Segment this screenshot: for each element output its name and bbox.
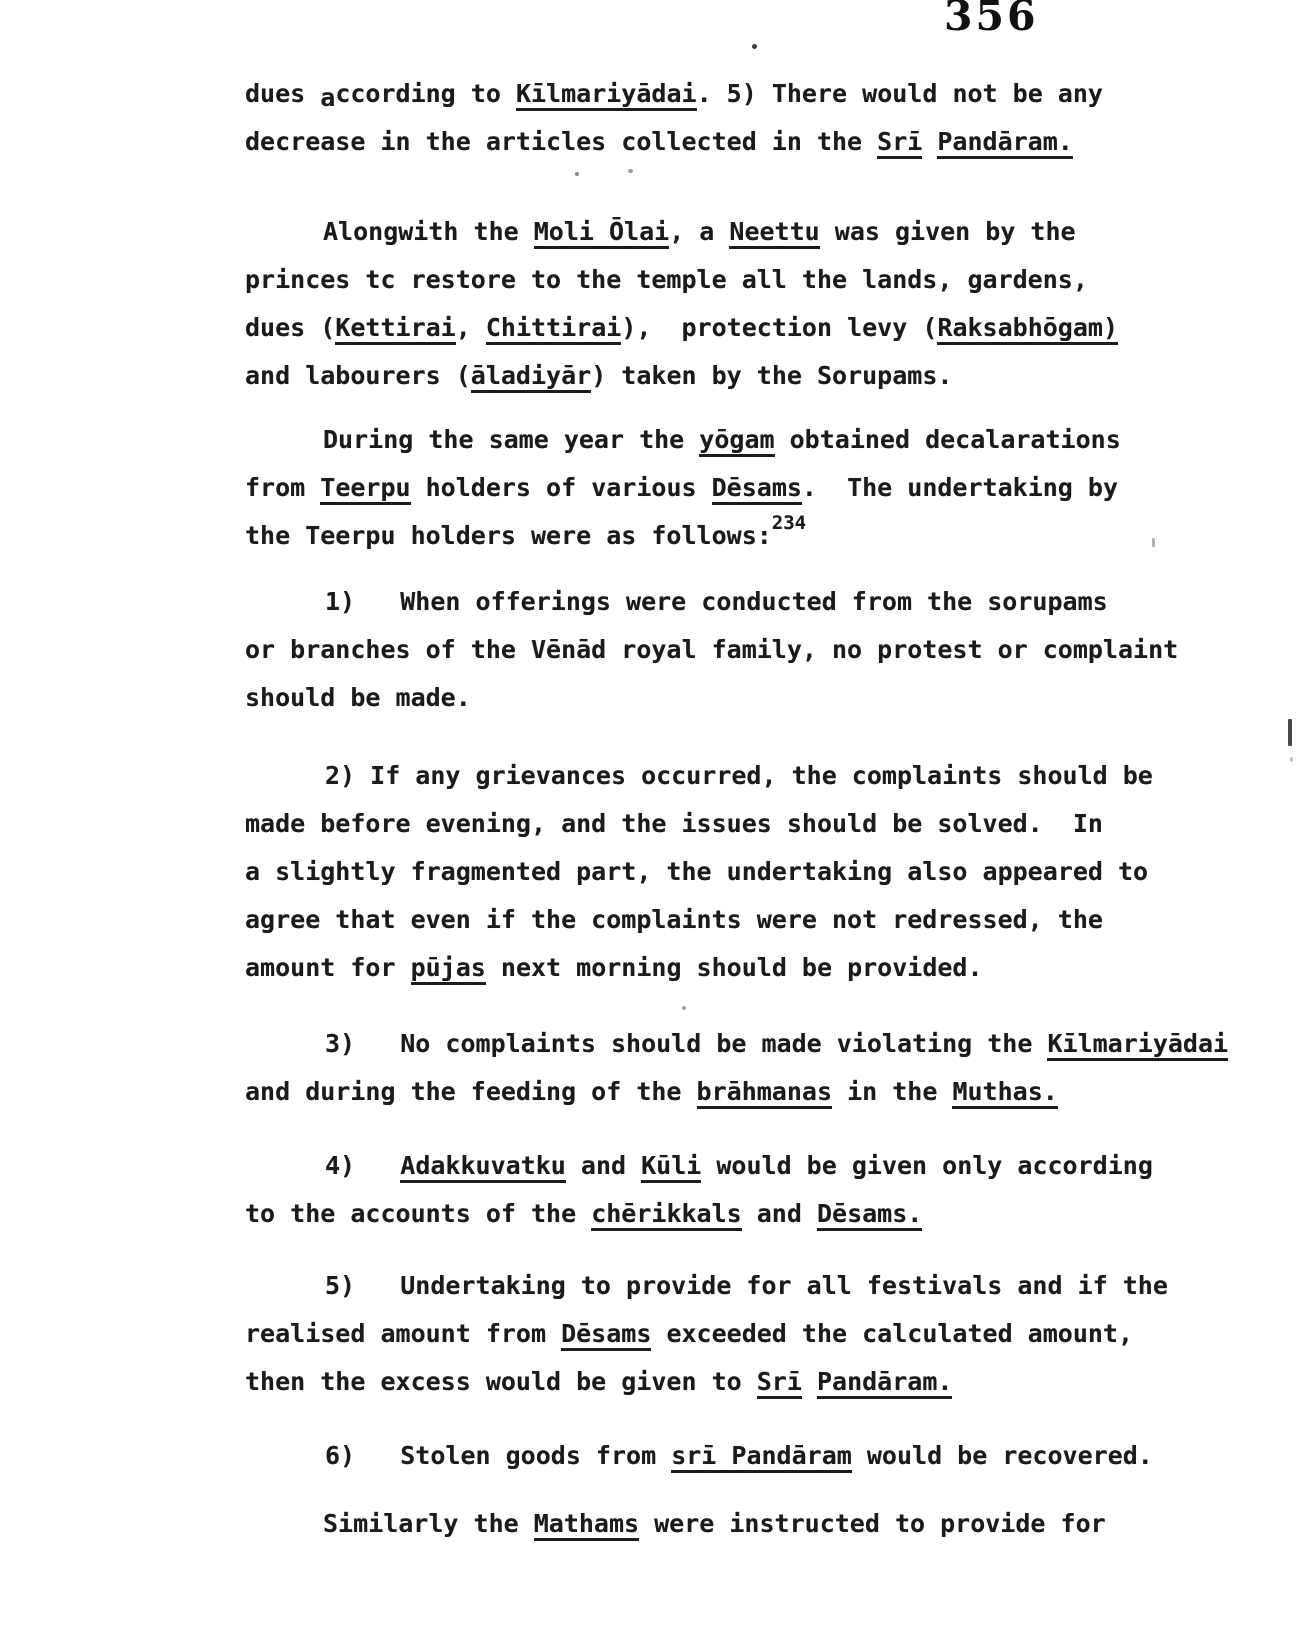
text-run: would be given only according [701, 1151, 1153, 1180]
text-run: During the same year the [323, 425, 700, 454]
underlined-term: Dēsams. [817, 1199, 922, 1231]
paragraph [245, 208, 1228, 400]
text-line [245, 1262, 1228, 1310]
underlined-term: Chittirai [486, 313, 621, 345]
text-line [245, 1068, 1228, 1116]
underlined-term: Adakkuvatku [400, 1151, 566, 1183]
underlined-term: Dēsams [561, 1319, 651, 1351]
text-run: agree that even if the complaints were not redressed, the [245, 905, 1103, 934]
text-run: would be recovered. [851, 1441, 1153, 1470]
text-line [245, 464, 1228, 512]
text-line [245, 848, 1228, 896]
scan-speck-artifact [628, 169, 633, 173]
text-run: 5) Undertaking to provide for all festivals and if the [325, 1271, 1168, 1300]
text-line: the Teerpu holders were as follows:234 [245, 512, 807, 550]
text-line [245, 944, 1228, 992]
text-run: . 5) There would not be any [696, 79, 1103, 108]
scan-speck-artifact [575, 172, 579, 176]
text-run: ccording to [335, 79, 516, 108]
scan-tick-artifact [1288, 719, 1292, 746]
scan-speck-artifact [752, 44, 757, 49]
text-run: . The undertaking by [801, 473, 1118, 502]
text-run: and [741, 1199, 817, 1228]
text-run: realised amount from [245, 1319, 562, 1348]
text-run: princes tc restore to the temple all the lands, gardens, [245, 265, 1088, 294]
text-run: a slightly fragmented part, the undertaking also appeared to [245, 857, 1149, 886]
text-run: 1) When offerings were conducted from the sorupams [325, 587, 1108, 616]
text-line [245, 1020, 1228, 1068]
text-line [245, 800, 1228, 848]
underlined-term: Kūli [641, 1151, 701, 1183]
text-line [245, 1432, 1228, 1480]
text-run: dues ( [245, 313, 336, 342]
text-run: decrease in the articles collected in the [245, 127, 878, 156]
text-line [245, 578, 1228, 626]
underlined-term: Pandāram. [937, 127, 1072, 159]
text-run: and labourers ( [245, 361, 471, 390]
paragraph [245, 416, 1228, 560]
text-run: 2) If any grievances occurred, the complaints should be [325, 761, 1153, 790]
text-run: 6) Stolen goods from [325, 1441, 672, 1470]
text-run: Similarly the [323, 1509, 534, 1538]
text-run: ), protection levy ( [621, 313, 938, 342]
scan-tick-artifact [1152, 538, 1155, 547]
text-run: 3) No complaints should be made violating the [325, 1029, 1048, 1058]
text-run: , a [669, 217, 730, 246]
text-run: should be made. [245, 683, 471, 712]
paragraph [245, 1020, 1228, 1116]
text-run: a [320, 83, 336, 112]
text-run: the Teerpu holders were as follows: [245, 521, 772, 550]
text-line [245, 304, 1228, 352]
text-line [245, 208, 1228, 256]
underlined-term: Mathams [534, 1509, 639, 1541]
text-run: from [245, 473, 321, 502]
text-line [245, 1190, 1228, 1238]
scan-speck-artifact [682, 1006, 686, 1010]
text-line [245, 1310, 1228, 1358]
text-run [922, 127, 937, 156]
text-line [245, 256, 1228, 304]
text-run: next morning should be provided. [485, 953, 983, 982]
text-run: was given by the [819, 217, 1076, 246]
paragraph [245, 752, 1228, 992]
text-line [245, 896, 1228, 944]
document-body [245, 70, 1228, 1548]
text-run: made before evening, and the issues should be solved. In [245, 809, 1103, 838]
text-run: obtained decalarations [774, 425, 1121, 454]
text-run: and during the feeding of the [245, 1077, 697, 1106]
underlined-term: brāhmanas [697, 1077, 832, 1109]
underlined-term: Neettu [729, 217, 819, 249]
scan-speck-artifact [1290, 757, 1293, 762]
paragraph [245, 70, 1228, 166]
underlined-term: Srī [877, 127, 922, 159]
text-line [245, 1358, 1228, 1406]
text-line [245, 626, 1228, 674]
text-line [245, 1500, 1228, 1548]
underlined-term: yōgam [699, 425, 774, 457]
text-line [245, 118, 1228, 166]
text-run: dues [245, 79, 321, 108]
text-line [245, 352, 1228, 400]
paragraph [245, 1432, 1228, 1480]
text-run: then the excess would be given to [245, 1367, 757, 1396]
text-run: ) taken by the Sorupams. [591, 361, 953, 390]
text-run: Alongwith the [323, 217, 534, 246]
page-number: 356 [944, 0, 1039, 40]
underlined-term: Srī [757, 1367, 802, 1399]
paragraph [245, 578, 1228, 722]
underlined-term: srī Pandāram [671, 1441, 852, 1473]
underlined-term: Pandāram. [817, 1367, 952, 1399]
text-run: amount for [245, 953, 411, 982]
underlined-term: Kīlmariyādai [1047, 1029, 1228, 1061]
text-run: , [455, 313, 486, 342]
text-line [245, 70, 1228, 118]
underlined-term: āladiyār [471, 361, 591, 393]
underlined-term: Kettirai [335, 313, 455, 345]
text-line [245, 674, 1228, 722]
text-line [245, 416, 1228, 464]
paragraph [245, 1262, 1228, 1406]
text-run: or branches of the Vēnād royal family, no protest or complaint [245, 635, 1179, 664]
text-run: holders of various [410, 473, 712, 502]
text-run: and [565, 1151, 642, 1180]
paragraph [245, 1142, 1228, 1238]
underlined-term: chērikkals [591, 1199, 742, 1231]
text-run: exceeded the calculated amount, [651, 1319, 1134, 1348]
underlined-term: Dēsams [712, 473, 802, 505]
underlined-term: pūjas [411, 953, 486, 985]
underlined-term: Muthas. [952, 1077, 1057, 1109]
text-line [245, 752, 1228, 800]
text-run: were instructed to provide for [639, 1509, 1106, 1538]
text-run [802, 1367, 817, 1396]
text-run: 4) [325, 1151, 401, 1180]
text-line [245, 1142, 1228, 1190]
text-run: in the [832, 1077, 953, 1106]
underlined-term: Teerpu [320, 473, 410, 505]
paragraph [245, 1500, 1228, 1548]
underlined-term: Kīlmariyādai [516, 79, 697, 111]
underlined-term: Moli Ōlai [534, 217, 669, 249]
underlined-term: Raksabhōgam) [937, 313, 1118, 345]
text-run: to the accounts of the [245, 1199, 592, 1228]
